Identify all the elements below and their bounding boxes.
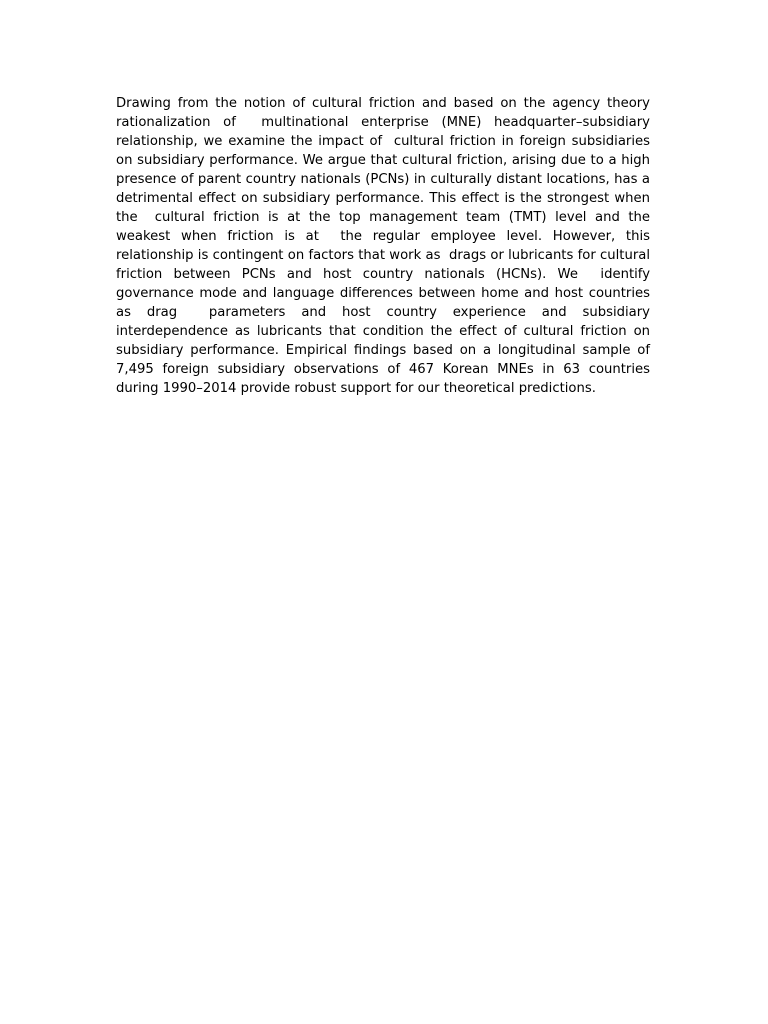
abstract-paragraph: Drawing from the notion of cultural friction and based on the agency theory rationalization of multinational enterprise (MNE) headquarter–subsidiary relationship, we examine the impact of cultural friction in foreign subsidiaries on subsidiary performance. We argue that cultural friction, arising due to a high presence of parent country nationals (PCNs) in culturally distant locations, has a detrimental effect on subsidiary performance. This effect is the strongest when the cultural friction is at the top management team (TMT) level and the weakest when friction is at the regular employee level. However, this relationship is contingent on factors that work as drags or lubricants for cultural friction between PCNs and host country nationals (HCNs). We identify governance mode and language differences between home and host countries as drag parameters and host country experience and subsidiary interdependence as lubricants that condition the effect of cultural friction on subsidiary performance. Empirical findings based on a longitudinal sample of 7,495 foreign subsidiary observations of 467 Korean MNEs in 63 countries during 1990–2014 provide robust support for our theoretical predictions. <box>116 96 659 396</box>
